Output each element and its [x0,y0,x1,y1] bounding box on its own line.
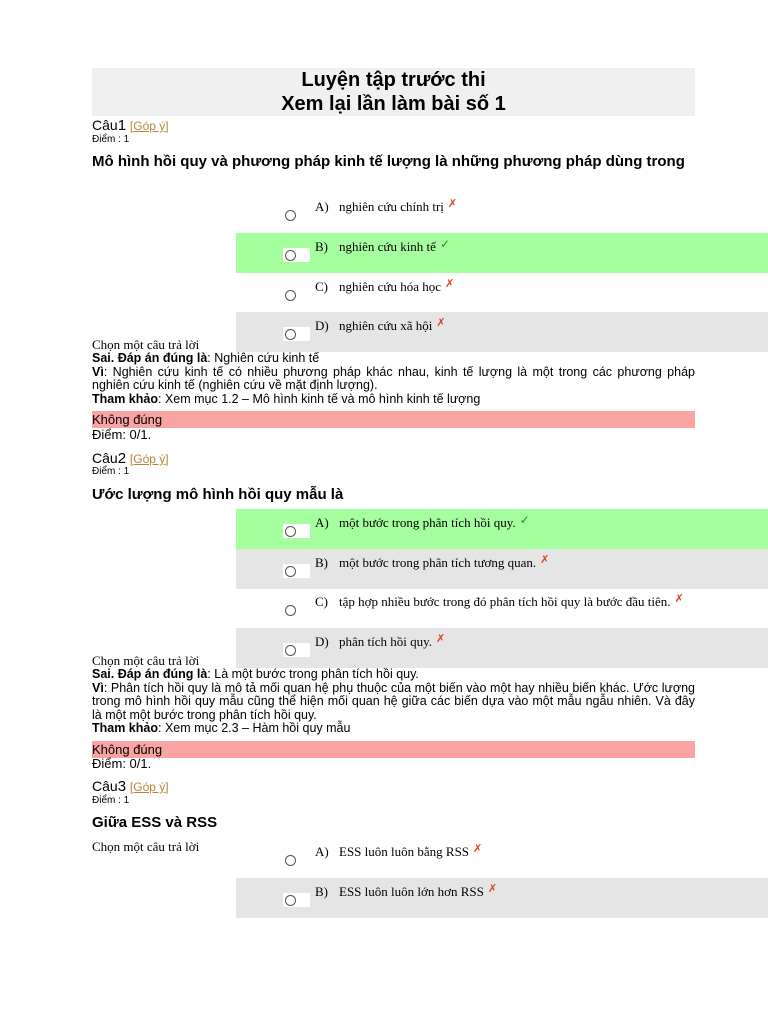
reason-label: Vì [92,680,104,695]
option-letter: D) [315,634,329,649]
reason-label: Vì [92,364,104,379]
answer-option-correct[interactable] [236,509,768,549]
cross-icon: ✗ [487,883,498,895]
radio-button[interactable] [285,645,296,656]
answer-option[interactable] [236,838,768,878]
radio-button[interactable] [285,250,296,261]
cross-icon: ✗ [540,554,550,566]
incorrect-banner: Không đúng [92,411,695,428]
correct-answer: : Là một bước trong phân tích hồi quy. [207,667,419,681]
question-1-header: Câu1 [Góp ý] [92,117,169,134]
question-points: Điểm : 1 [92,795,130,806]
option-text: nghiên cứu hóa học [339,279,441,294]
cross-icon: ✗ [436,633,446,645]
question-prefix: Câu [92,450,118,466]
option-text: một bước trong phân tích tương quan. [339,555,537,570]
question-text: Mô hình hồi quy và phương pháp kinh tế lượng là những phương pháp dùng trong [92,153,685,170]
answer-feedback [92,668,695,736]
option-letter: D) [315,318,329,333]
answer-option[interactable] [236,878,768,918]
answer-option[interactable] [236,588,768,628]
page-title: Luyện tập trước thi [301,69,486,91]
radio-button[interactable] [285,855,296,866]
option-text: nghiên cứu xã hội [339,318,433,333]
option-letter: B) [315,239,328,254]
answer-option[interactable] [236,549,768,589]
cross-icon: ✗ [436,317,446,329]
option-text: ESS luôn luôn bằng RSS [339,844,470,859]
reason-text: : Nghiên cứu kinh tế có nhiều phương pháp khác nhau, kinh tế lượng là một trong các phương pháp nghiên cứu kinh tế (nghiên cứu về mặt định lượng). [92,364,695,392]
question-score: Điểm: 0/1. [92,427,152,442]
question-2-header: Câu2 [Góp ý] [92,450,169,467]
reference-text: : Xem mục 1.2 – Mô hình kinh tế và mô hình kinh tế lượng [158,391,481,406]
option-letter: C) [315,594,328,609]
question-number: 3 [117,778,127,795]
option-letter: A) [315,199,329,214]
question-number: 2 [117,450,127,467]
option-letter: C) [315,279,328,294]
feedback-link[interactable]: Góp ý [133,780,166,794]
option-text: nghiên cứu kinh tế [339,239,436,254]
cross-icon: ✗ [674,593,684,605]
reference-text: : Xem mục 2.3 – Hàm hồi quy mẫu [158,721,351,735]
wrong-answer-label: Sai. Đáp án đúng là [92,667,208,681]
answer-option[interactable] [236,312,768,352]
question-prefix: Câu [92,778,118,794]
title-box [92,68,695,116]
question-3-header: Câu3 [Góp ý] [92,778,169,795]
answer-feedback [92,352,695,406]
choose-one-hint: Chọn một câu trả lời [92,839,200,854]
question-text: Ước lượng mô hình hồi quy mẫu là [92,486,344,503]
question-score: Điểm: 0/1. [92,756,152,771]
check-icon: ✓ [519,513,530,527]
question-points: Điểm : 1 [92,466,130,477]
option-letter: A) [315,844,329,859]
feedback-link[interactable]: Góp ý [133,452,166,466]
question-text: Giữa ESS và RSS [92,814,218,831]
feedback-link[interactable]: Góp ý [133,119,166,133]
answer-option[interactable] [236,628,768,668]
option-text: một bước trong phân tích hồi quy. [339,515,516,530]
choose-one-hint: Chọn một câu trả lời [92,337,200,352]
radio-button[interactable] [285,605,296,616]
cross-icon: ✗ [473,843,483,855]
question-prefix: Câu [92,117,118,133]
choose-one-hint: Chọn một câu trả lời [92,653,200,668]
option-text: ESS luôn luôn lớn hơn RSS [339,884,484,899]
attempt-subtitle: Xem lại lần làm bài số 1 [281,93,506,115]
answer-option-correct[interactable] [236,233,768,273]
cross-icon: ✗ [445,278,455,290]
cross-icon: ✗ [447,198,458,210]
radio-button[interactable] [285,566,296,577]
answer-option[interactable] [236,273,768,313]
correct-answer: : Nghiên cứu kinh tế [207,351,320,365]
option-text: phân tích hồi quy. [339,634,433,649]
option-letter: A) [315,515,329,530]
radio-button[interactable] [285,329,296,340]
reference-label: Tham khảo [92,721,158,735]
radio-button[interactable] [285,526,296,537]
check-icon: ✓ [439,237,451,251]
radio-button[interactable] [285,210,296,221]
option-letter: B) [315,884,328,899]
option-letter: B) [315,555,328,570]
answer-option[interactable] [236,193,768,233]
reference-label: Tham khảo [92,391,158,406]
question-points: Điểm : 1 [92,134,130,145]
option-text: nghiên cứu chính trị [339,199,444,214]
question-number: 1 [117,117,127,134]
radio-button[interactable] [285,895,296,906]
incorrect-banner: Không đúng [92,741,695,758]
radio-button[interactable] [285,290,296,301]
option-text: tập hợp nhiều bước trong đó phân tích hồi quy là bước đầu tiên. [339,594,671,609]
reason-text: : Phân tích hồi quy là mô tả mối quan hệ phụ thuộc của một biến vào một hay nhiều biến khác. Ước lượng trong mô hình hồi quy mẫu cũng thể hiện mối quan hệ giữa các biến dựa vào một mẫu ngẫu nhiên. Và đây là một một bước trong phân tích hồi quy. [92,680,695,722]
wrong-answer-label: Sai. Đáp án đúng là [92,351,208,365]
